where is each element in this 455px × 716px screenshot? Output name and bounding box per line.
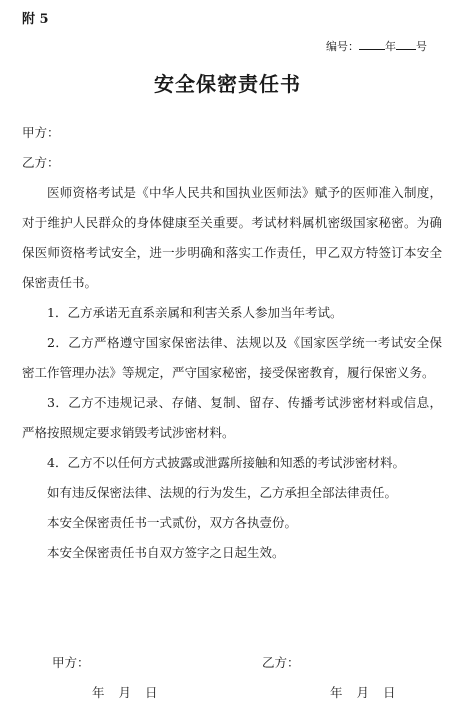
serial-number-blank (396, 40, 416, 50)
intro-paragraph: 医师资格考试是《中华人民共和国执业医师法》赋予的医师准入制度，对于维护人民群众的身体健康至关重要。考试材料属机密级国家秘密。为确保医师资格考试安全，进一步明确和落实工作责任，甲乙双方特签订本安全保密责任书。 (22, 185, 442, 290)
clause-2: 2．乙方严格遵守国家保密法律、法规以及《国家医学统一考试安全保密工作管理办法》等规定，严守国家秘密，接受保密教育，履行保密义务。 (22, 335, 442, 380)
signature-date-a (92, 683, 158, 701)
serial-label: 编号： (326, 40, 359, 53)
party-a-line: 甲方： (22, 125, 60, 140)
clause-1: 1．乙方承诺无直系亲属和利害关系人参加当年考试。 (47, 305, 343, 320)
party-b-line: 乙方： (22, 155, 60, 170)
date-b-day: 日 (383, 685, 396, 700)
date-b-month: 月 (356, 685, 370, 700)
attachment-label: 附 5 (22, 12, 49, 27)
date-b-year: 年 (330, 685, 343, 700)
clause-3: 3．乙方不违规记录、存储、复制、留存、传播考试涉密材料或信息，严格按照规定要求销毁考试涉密材料。 (22, 395, 442, 440)
document-title: 安全保密责任书 (154, 72, 301, 96)
signature-party-a: 甲方： (52, 655, 90, 670)
date-a-year: 年 (92, 685, 105, 700)
signature-party-b: 乙方： (262, 655, 300, 670)
clause-4: 4．乙方不以任何方式披露或泄露所接触和知悉的考试涉密材料。 (47, 455, 405, 470)
effective-paragraph: 本安全保密责任书自双方签字之日起生效。 (47, 545, 285, 560)
serial-year-blank (359, 40, 385, 50)
serial-number (326, 38, 427, 54)
serial-number-label: 号 (416, 40, 427, 53)
date-a-month: 月 (118, 685, 132, 700)
document-body (22, 118, 442, 568)
serial-year-label: 年 (385, 40, 396, 53)
liability-paragraph: 如有违反保密法律、法规的行为发生，乙方承担全部法律责任。 (47, 485, 398, 500)
signature-date-b (330, 683, 396, 701)
date-a-day: 日 (145, 685, 158, 700)
copies-paragraph: 本安全保密责任书一式贰份，双方各执壹份。 (47, 515, 298, 530)
